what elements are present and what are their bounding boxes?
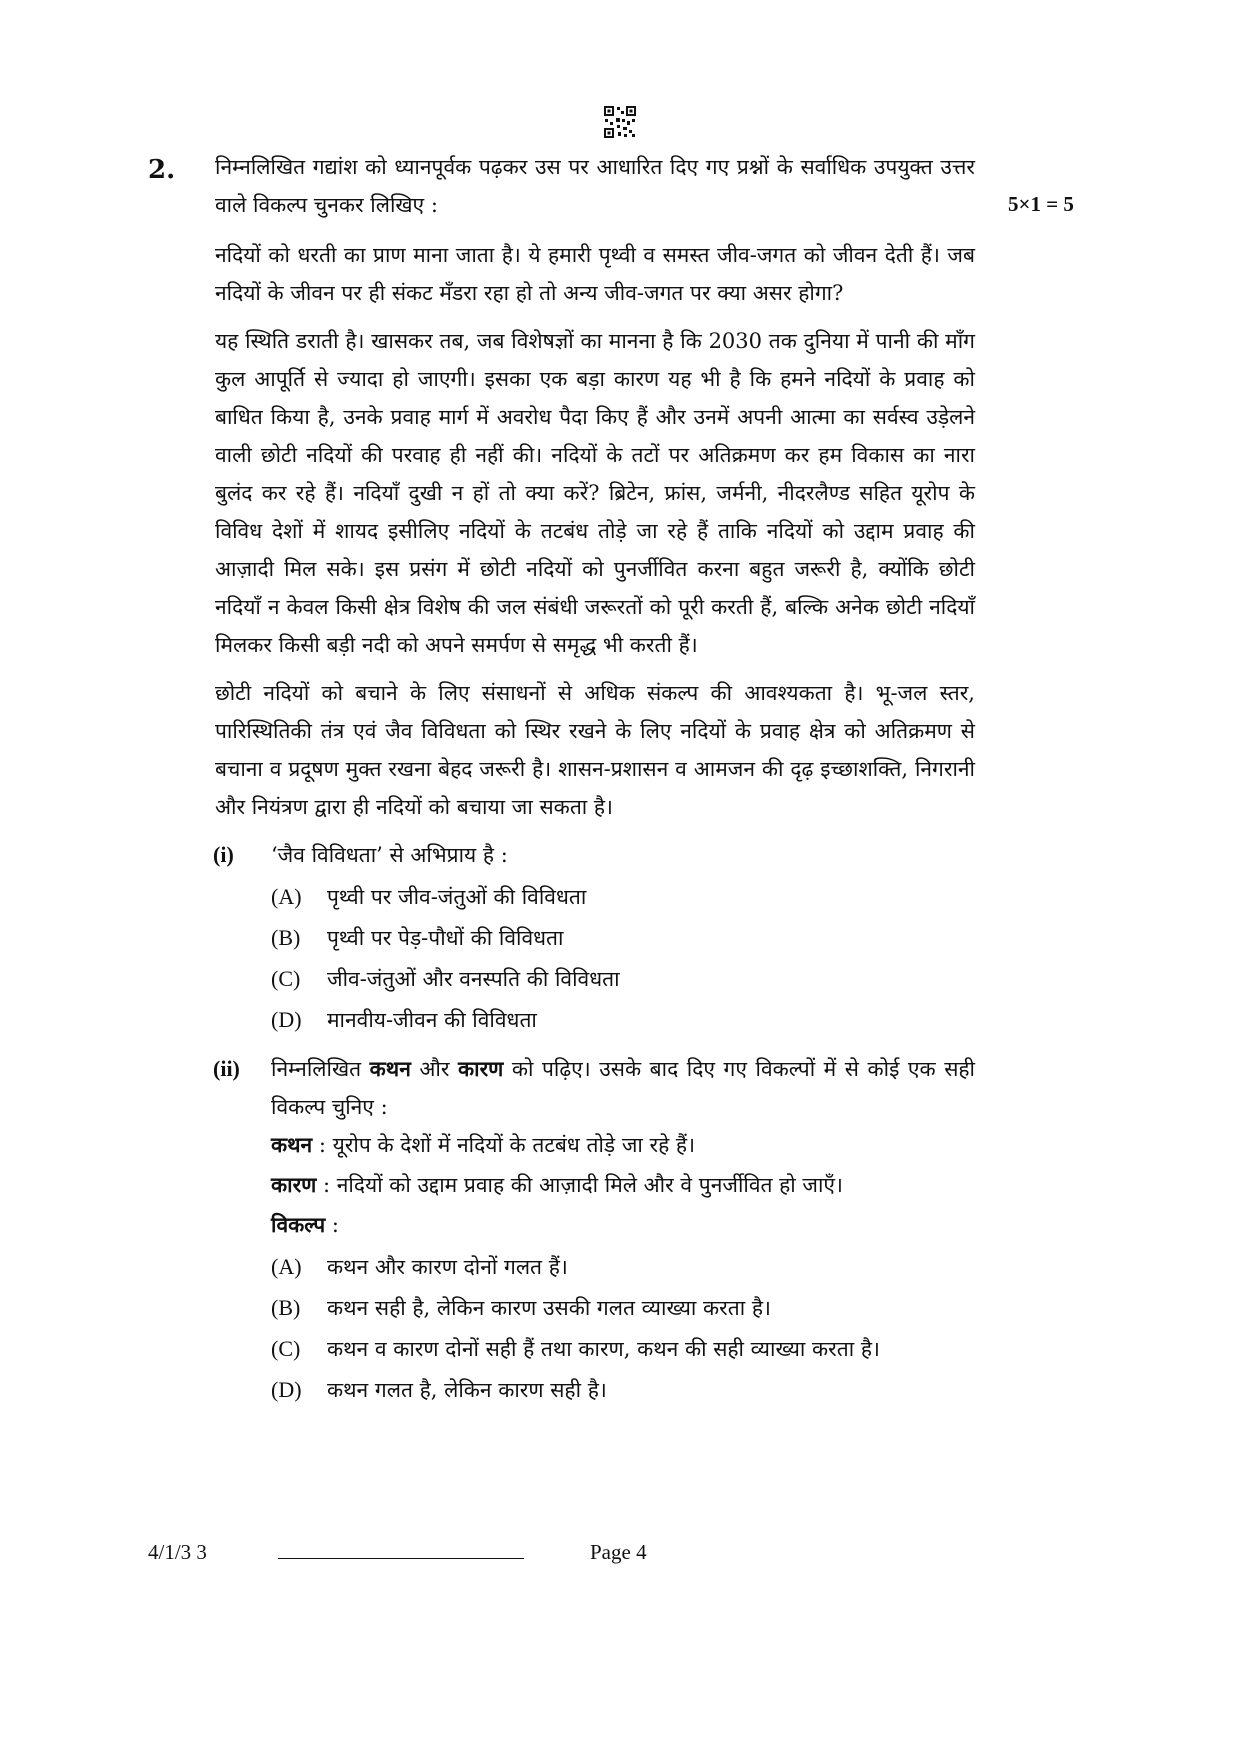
question-number: 2. [148,155,176,185]
option-label: (C) [271,1335,301,1361]
option-label: (A) [271,883,302,909]
option-text: कथन सही है, लेकिन कारण उसकी गलत व्याख्या करता है। [327,1295,771,1320]
option-text: कथन और कारण दोनों गलत हैं। [327,1254,568,1279]
reason-label: कारण [271,1172,317,1197]
qr-code-icon [603,105,637,139]
passage-paragraph-3: छोटी नदियों को बचाने के लिए संसाधनों से अधिक संकल्प की आवश्यकता है। भू-जल स्तर, पारिस्थितिकी तंत्र एवं जैव विविधता को स्थिर रखने के लिए नदियों के प्रवाह क्षेत्र को अतिक्रमण से बचाना व प्रदूषण मुक्त रखना बेहद जरूरी है। शासन-प्रशासन व आमजन की दृढ़ इच्छाशक्ति, निगरानी और नियंत्रण द्वारा ही नदियों को बचाया जा सकता है। [215,681,975,819]
option-b [271,1287,975,1328]
option-c [271,1328,975,1369]
page-number: Page 4 [590,1540,647,1564]
option-text: कथन गलत है, लेकिन कारण सही है। [327,1377,607,1402]
option-text: पृथ्वी पर पेड़-पौधों की विविधता [327,925,564,950]
options-heading [271,1206,975,1246]
options-colon: : [325,1213,339,1237]
footer-divider [278,1558,524,1559]
sub-question-text [271,1050,975,1126]
sub-question-2 [215,1050,975,1410]
sub-question-1 [215,836,975,1040]
options-label: विकल्प [271,1212,326,1237]
option-label: (A) [271,1253,302,1279]
option-text: पृथ्वी पर जीव-जंतुओं की विविधता [327,884,587,909]
option-label: (D) [271,1006,302,1032]
reason-term: कारण [458,1056,504,1081]
option-label: (B) [271,1294,301,1320]
question-content [215,148,975,1410]
question-instruction: निम्नलिखित गद्यांश को ध्यानपूर्वक पढ़कर उस पर आधारित दिए गए प्रश्नों के सर्वाधिक उपयुक्त उत्तर वाले विकल्प चुनकर लिखिए : [215,155,975,217]
option-label: (D) [271,1376,302,1402]
option-text: कथन व कारण दोनों सही हैं तथा कारण, कथन की सही व्याख्या करता है। [327,1336,880,1361]
option-text: मानवीय-जीवन की विविधता [327,1007,537,1032]
paper-code: 4/1/3 3 [148,1540,207,1564]
assertion-line [271,1126,975,1166]
sub-question-label: (i) [213,842,234,867]
question-text-part: को पढ़िए। उसके बाद दिए गए विकल्पों में से कोई एक सही विकल्प चुनिए : [271,1057,975,1119]
reason-line [271,1166,975,1206]
reason-text: : नदियों को उद्दाम प्रवाह की आज़ादी मिले और वे पुनर्जीवित हो जाएँ। [316,1173,844,1197]
assertion-term: कथन [369,1056,411,1081]
option-a [271,876,975,917]
option-d [271,1369,975,1410]
question-text-part: निम्नलिखित [271,1057,370,1081]
assertion-label: कथन [271,1132,313,1157]
question-text-part: और [410,1057,458,1081]
passage-paragraph-2: यह स्थिति डराती है। खासकर तब, जब विशेषज्ञों का मानना है कि 2030 तक दुनिया में पानी की माँग कुल आपूर्ति से ज्यादा हो जाएगी। इसका एक बड़ा कारण यह भी है कि हमने नदियों के प्रवाह को बाधित किया है, उनके प्रवाह मार्ग में अवरोध पैदा किए हैं और उनमें अपनी आत्मा का सर्वस्व उड़ेलने वाली छोटी नदियों की परवाह ही नहीं की। नदियों के तटों पर अतिक्रमण कर हम विकास का नारा बुलंद कर रहे हैं। नदियाँ दुखी न हों तो क्या करें? ब्रिटेन, फ्रांस, जर्मनी, नीदरलैण्ड सहित यूरोप के विविध देशों में शायद इसीलिए नदियों के तटबंध तोड़े जा रहे हैं ताकि नदियों को उद्दाम प्रवाह की आज़ादी मिल सके। इस प्रसंग में छोटी नदियों को पुनर्जीवित करना बहुत जरूरी है, क्योंकि छोटी नदियाँ न केवल किसी क्षेत्र विशेष की जल संबंधी जरूरतों को पूरी करती हैं, बल्कि अनेक छोटी नदियाँ मिलकर किसी बड़ी नदी को अपने समर्पण से समृद्ध भी करती हैं। [215,329,975,657]
sub-question-label: (ii) [213,1056,240,1081]
passage-paragraph-1: नदियों को धरती का प्राण माना जाता है। ये हमारी पृथ्वी व समस्त जीव-जगत को जीवन देती हैं। जब नदियों के जीवन पर ही संकट मँडरा रहा हो तो अन्य जीव-जगत पर क्या असर होगा? [215,243,975,305]
marks-allocation: 5×1 = 5 [1008,192,1074,216]
option-label: (C) [271,965,301,991]
option-a [271,1246,975,1287]
option-label: (B) [271,924,301,950]
option-text: जीव-जंतुओं और वनस्पति की विविधता [327,966,620,991]
option-c [271,958,975,999]
assertion-text: : यूरोप के देशों में नदियों के तटबंध तोड़े जा रहे हैं। [312,1133,696,1157]
option-d [271,999,975,1040]
sub-question-text: ‘जैव विविधता’ से अभिप्राय है : [271,843,508,867]
option-b [271,917,975,958]
